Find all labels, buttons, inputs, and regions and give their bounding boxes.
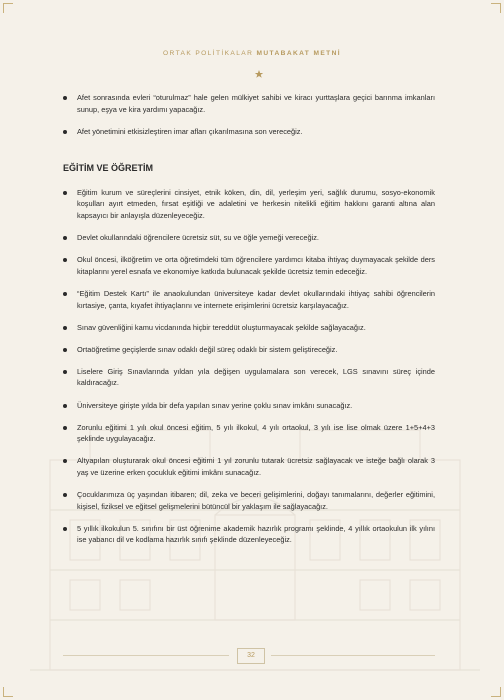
bullet — [63, 191, 67, 195]
list-item: Devlet okullarındaki öğrencilere ücretsiz süt, su ve öğle yemeği vereceğiz. — [63, 232, 435, 244]
bullet — [63, 459, 67, 463]
list-item: Afet yönetimini etkisizleştiren imar afları çıkarılmasına son vereceğiz. — [63, 126, 435, 138]
page-body — [63, 92, 435, 556]
header-title-bold: MUTABAKAT METNİ — [256, 50, 341, 57]
list-item: Liselere Giriş Sınavlarında yıldan yıla değişen uygulamalara son verecek, LGS sınavını süreç içinde kaldıracağız. — [63, 366, 435, 389]
page-number: 32 — [237, 648, 265, 664]
list-item: 5 yıllık ilkokulun 5. sınıfını bir üst öğrenime akademik hazırlık programı şeklinde, 4 yıllık ortaokulun ilk yılını ise yabancı dil ve kodlama hazırlık sınıfı şeklinde düzenleyeceğiz. — [63, 523, 435, 546]
section-heading: EĞİTİM VE ÖĞRETİM — [63, 163, 154, 174]
running-header — [0, 50, 504, 57]
bullet — [63, 348, 67, 352]
list-item: Altyapıları oluşturarak okul öncesi eğitimi 1 yıl zorunlu tutarak ücretsiz sağlayacak ve isteğe bağlı olarak 3 yaş ve üzerine erken çocukluk eğitimi imkânı sunacağız. — [63, 455, 435, 478]
bullet — [63, 426, 67, 430]
footer-rule-left — [63, 655, 229, 656]
frame-corner-top-right — [491, 3, 501, 13]
list-item: Ortaöğretime geçişlerde sınav odaklı değil süreç odaklı bir sistem geliştireceğiz. — [63, 344, 435, 356]
bullet — [63, 258, 67, 262]
bullet — [63, 493, 67, 497]
bullet — [63, 96, 67, 100]
crescent-star-icon — [236, 64, 268, 84]
list-item: Sınav güvenliğini kamu vicdanında hiçbir tereddüt oluşturmayacak şekilde sağlayacağız. — [63, 322, 435, 334]
bullet — [63, 326, 67, 330]
bullet — [63, 292, 67, 296]
list-item: Afet sonrasında evleri “oturulmaz” hale gelen mülkiyet sahibi ve kiracı yurttaşlara geçici barınma imkanları sunup, eşya ve kira yardımı yapacağız. — [63, 92, 435, 115]
list-item: Üniversiteye girişte yılda bir defa yapılan sınav yerine çoklu sınav imkânı sunacağız. — [63, 400, 435, 412]
list-item: Zorunlu eğitimi 1 yılı okul öncesi eğitim, 5 yılı ilkokul, 4 yılı ortaokul, 3 yılı ise lise olmak üzere 1+5+4+3 şeklinde uygulayacağız. — [63, 422, 435, 445]
frame-corner-bottom-left — [3, 687, 13, 697]
bullet — [63, 236, 67, 240]
list-item: “Eğitim Destek Kartı” ile anaokulundan üniversiteye kadar devlet okullarındaki ihtiyaç sahibi öğrencilerin kırtasiye, çanta, kıyafet ihtiyaçlarını ve internete erişimlerini ücretsiz karşılayacağız. — [63, 288, 435, 311]
frame-corner-bottom-right — [491, 687, 501, 697]
bullet — [63, 130, 67, 134]
list-item: Eğitim kurum ve süreçlerini cinsiyet, etnik köken, din, dil, yerleşim yeri, sağlık durumu, sosyo-ekonomik koşulları ayırt etmeden, fırsat eşitliği ve adaletini ve herkesin nitelikli eğitim hakkını garanti altına alan kapsayıcı bir anlayışla düzenleyeceğiz. — [63, 187, 435, 222]
frame-corner-top-left — [3, 3, 13, 13]
list-item: Okul öncesi, ilköğretim ve orta öğretimdeki tüm öğrencilere yardımcı kitaba ihtiyaç duymayacak şekilde ders kitaplarını yerel esnafa ve ekonomiye katkıda bulunacak şekilde ücretsiz temin edeceğiz. — [63, 254, 435, 277]
list-item: Çocuklarımıza üç yaşından itibaren; dil, zeka ve beceri gelişimlerini, doğayı tanımalarını, değerler eğitimini, kişisel, fiziksel ve eğitsel gelişmelerini bütüncül bir yaklaşım ile sağlayacağız. — [63, 489, 435, 512]
bullet — [63, 370, 67, 374]
footer-rule-right — [271, 655, 435, 656]
bullet — [63, 527, 67, 531]
bullet — [63, 404, 67, 408]
header-title-light: ORTAK POLİTİKALAR — [163, 50, 254, 57]
